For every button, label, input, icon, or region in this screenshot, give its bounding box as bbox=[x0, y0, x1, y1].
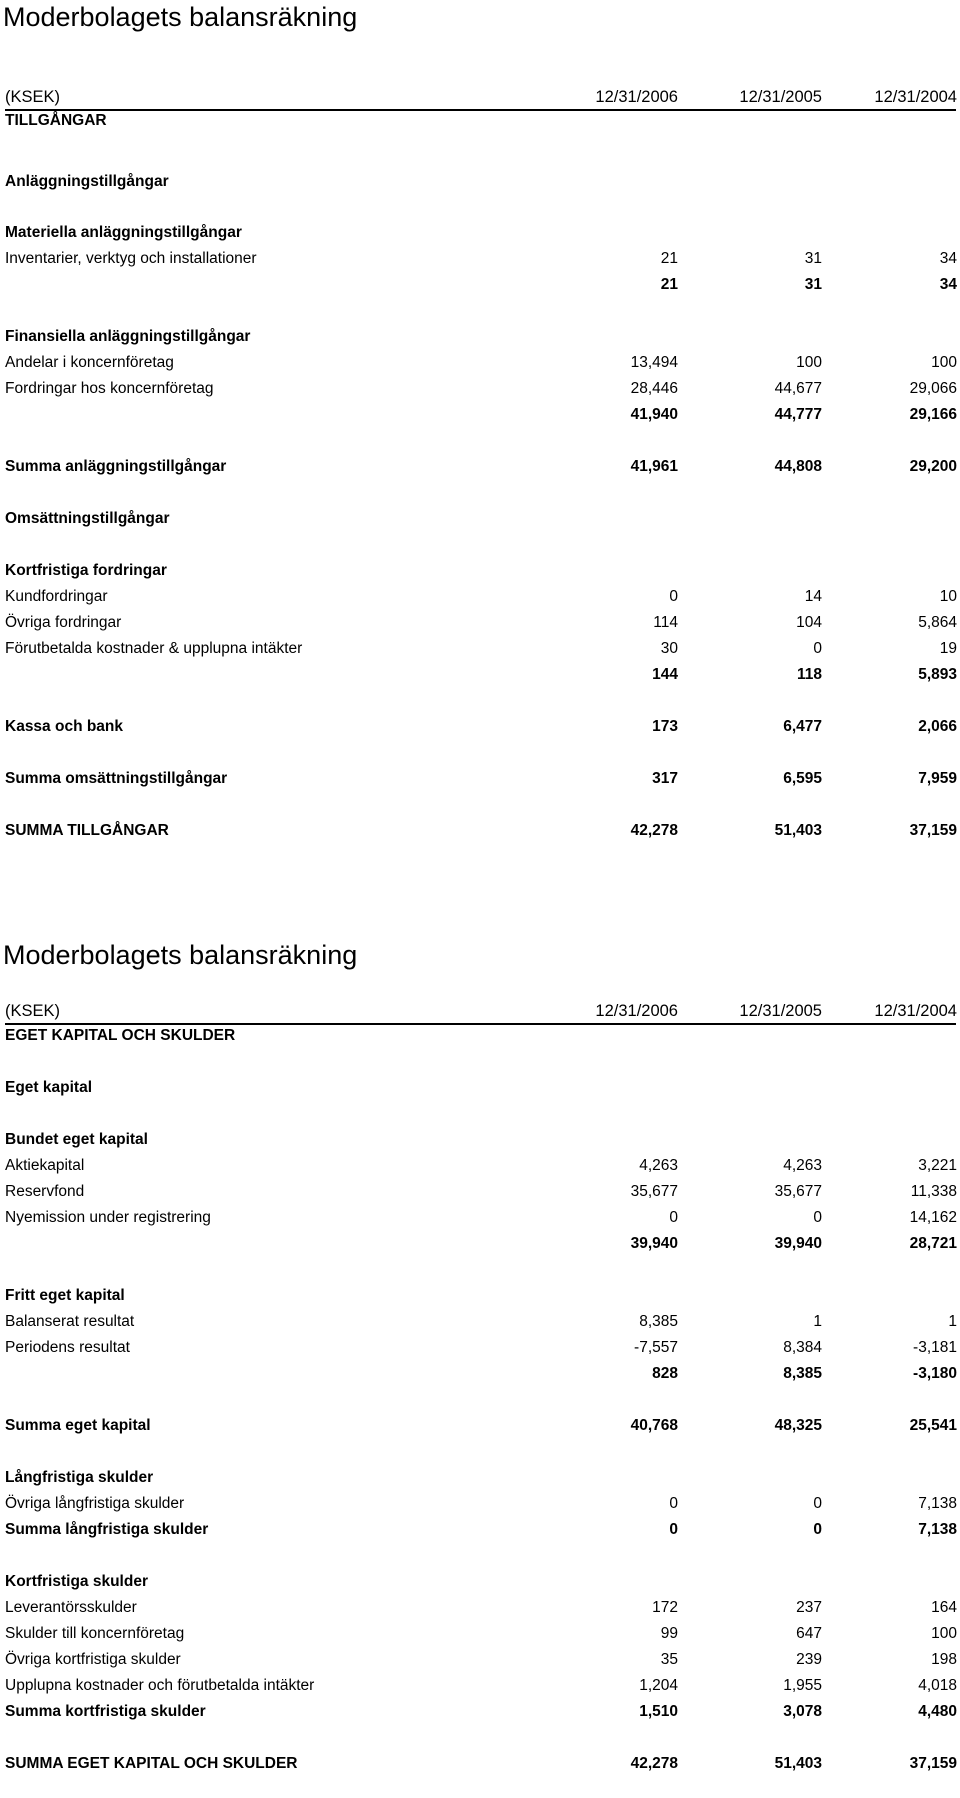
subtotal-row bbox=[5, 274, 956, 296]
line-item bbox=[5, 1753, 956, 1775]
value-2004: 37,159 bbox=[909, 1755, 957, 1772]
line-item bbox=[5, 110, 956, 132]
line-item bbox=[5, 1077, 956, 1099]
subtotal-row bbox=[5, 664, 956, 686]
line-item bbox=[5, 586, 956, 608]
value-2005: 6,477 bbox=[783, 718, 822, 735]
value-2005: 100 bbox=[796, 354, 822, 371]
value-2005: 39,940 bbox=[774, 1235, 822, 1252]
equity-title: Moderbolagets balansräkning bbox=[3, 940, 358, 970]
value-2004: 2,066 bbox=[918, 718, 957, 735]
column-2005: 12/31/2005 bbox=[739, 1002, 822, 1020]
value-2006: 8,385 bbox=[639, 1313, 678, 1330]
value-2004: -3,181 bbox=[913, 1339, 957, 1356]
value-2006: 42,278 bbox=[630, 822, 678, 839]
line-item bbox=[5, 1311, 956, 1333]
line-item bbox=[5, 638, 956, 660]
line-item-label: Bundet eget kapital bbox=[5, 1131, 148, 1148]
value-2004: 37,159 bbox=[909, 822, 957, 839]
line-item bbox=[5, 1129, 956, 1151]
value-2006: 828 bbox=[652, 1365, 678, 1382]
value-2004: 10 bbox=[939, 588, 957, 605]
line-item bbox=[5, 352, 956, 374]
line-item-label: Långfristiga skulder bbox=[5, 1469, 154, 1486]
line-item bbox=[5, 1493, 956, 1515]
value-2004: 7,959 bbox=[918, 770, 957, 787]
value-2005: 44,777 bbox=[774, 406, 822, 423]
line-item-label: Övriga kortfristiga skulder bbox=[5, 1651, 181, 1668]
value-2004: 34 bbox=[939, 250, 957, 267]
value-2005: 239 bbox=[796, 1651, 822, 1668]
line-item bbox=[5, 1025, 956, 1047]
value-2006: 1,204 bbox=[639, 1677, 678, 1694]
line-item-label: Fritt eget kapital bbox=[5, 1287, 125, 1304]
value-2004: 7,138 bbox=[918, 1521, 957, 1538]
line-item-label: Summa långfristiga skulder bbox=[5, 1521, 209, 1538]
line-item bbox=[5, 326, 956, 348]
line-item-label: Förutbetalda kostnader & upplupna intäkter bbox=[5, 640, 303, 657]
line-item bbox=[5, 222, 956, 244]
line-item-label: Materiella anläggningstillgångar bbox=[5, 224, 242, 241]
line-item bbox=[5, 612, 956, 634]
value-2005: 31 bbox=[804, 250, 822, 267]
line-item-label: Kundfordringar bbox=[5, 588, 108, 605]
line-item bbox=[5, 378, 956, 400]
value-2006: 317 bbox=[652, 770, 678, 787]
value-2005: 104 bbox=[796, 614, 822, 631]
value-2004: 164 bbox=[931, 1599, 957, 1616]
value-2005: 647 bbox=[796, 1625, 822, 1642]
assets-header-row bbox=[5, 86, 956, 111]
value-2006: 40,768 bbox=[630, 1417, 678, 1434]
value-2005: 0 bbox=[813, 1209, 822, 1226]
line-item bbox=[5, 768, 956, 790]
value-2004: 14,162 bbox=[909, 1209, 957, 1226]
value-2005: 51,403 bbox=[774, 1755, 822, 1772]
value-2004: 25,541 bbox=[909, 1417, 957, 1434]
value-2004: 100 bbox=[931, 1625, 957, 1642]
value-2006: 1,510 bbox=[639, 1703, 678, 1720]
unit-label: (KSEK) bbox=[5, 88, 61, 106]
value-2006: 0 bbox=[669, 1495, 678, 1512]
value-2006: 35,677 bbox=[630, 1183, 678, 1200]
subtotal-row bbox=[5, 1233, 956, 1255]
line-item bbox=[5, 1649, 956, 1671]
line-item bbox=[5, 456, 956, 478]
line-item bbox=[5, 1285, 956, 1307]
value-2004: 4,018 bbox=[918, 1677, 957, 1694]
column-2006: 12/31/2006 bbox=[595, 1002, 678, 1020]
line-item bbox=[5, 1597, 956, 1619]
line-item-label: Fordringar hos koncernföretag bbox=[5, 380, 214, 397]
value-2004: 34 bbox=[939, 276, 957, 293]
line-item-label: Balanserat resultat bbox=[5, 1313, 135, 1330]
line-item-label: Reservfond bbox=[5, 1183, 85, 1200]
value-2006: -7,557 bbox=[634, 1339, 678, 1356]
value-2004: 4,480 bbox=[918, 1703, 957, 1720]
line-item-label: Skulder till koncernföretag bbox=[5, 1625, 185, 1642]
line-item bbox=[5, 1675, 956, 1697]
value-2004: -3,180 bbox=[913, 1365, 957, 1382]
line-item-label: Summa omsättningstillgångar bbox=[5, 770, 228, 787]
line-item bbox=[5, 248, 956, 270]
value-2005: 31 bbox=[804, 276, 822, 293]
line-item-label: Finansiella anläggningstillgångar bbox=[5, 328, 251, 345]
line-item bbox=[5, 1701, 956, 1723]
value-2004: 198 bbox=[931, 1651, 957, 1668]
value-2005: 1 bbox=[813, 1313, 822, 1330]
value-2004: 29,166 bbox=[909, 406, 957, 423]
value-2006: 41,961 bbox=[630, 458, 678, 475]
value-2005: 237 bbox=[796, 1599, 822, 1616]
value-2006: 39,940 bbox=[630, 1235, 678, 1252]
line-item-label: TILLGÅNGAR bbox=[5, 112, 107, 129]
line-item-label: Övriga långfristiga skulder bbox=[5, 1495, 185, 1512]
line-item bbox=[5, 1571, 956, 1593]
value-2004: 28,721 bbox=[909, 1235, 957, 1252]
value-2004: 100 bbox=[931, 354, 957, 371]
value-2004: 29,066 bbox=[909, 380, 957, 397]
line-item-label: Andelar i koncernföretag bbox=[5, 354, 174, 371]
value-2005: 51,403 bbox=[774, 822, 822, 839]
value-2006: 0 bbox=[669, 1521, 678, 1538]
value-2006: 114 bbox=[653, 614, 678, 631]
line-item bbox=[5, 716, 956, 738]
value-2005: 0 bbox=[813, 1521, 822, 1538]
equity-header-row bbox=[5, 1000, 956, 1025]
value-2006: 21 bbox=[660, 250, 678, 267]
line-item bbox=[5, 1337, 956, 1359]
line-item-label: Aktiekapital bbox=[5, 1157, 85, 1174]
column-2004: 12/31/2004 bbox=[874, 88, 957, 106]
value-2005: 14 bbox=[804, 588, 822, 605]
value-2004: 1 bbox=[948, 1313, 957, 1330]
value-2004: 7,138 bbox=[918, 1495, 957, 1512]
value-2005: 44,808 bbox=[774, 458, 822, 475]
value-2006: 0 bbox=[669, 588, 678, 605]
line-item-label: Anläggningstillgångar bbox=[5, 173, 169, 190]
line-item bbox=[5, 1519, 956, 1541]
line-item bbox=[5, 1467, 956, 1489]
value-2006: 99 bbox=[660, 1625, 678, 1642]
value-2004: 19 bbox=[939, 640, 957, 657]
value-2005: 35,677 bbox=[774, 1183, 822, 1200]
value-2004: 11,338 bbox=[910, 1183, 957, 1200]
line-item bbox=[5, 1415, 956, 1437]
value-2006: 0 bbox=[669, 1209, 678, 1226]
line-item-label: Eget kapital bbox=[5, 1079, 92, 1096]
value-2006: 173 bbox=[652, 718, 678, 735]
line-item-label: Nyemission under registrering bbox=[5, 1209, 211, 1226]
value-2006: 30 bbox=[660, 640, 678, 657]
line-item-label: EGET KAPITAL OCH SKULDER bbox=[5, 1027, 236, 1044]
line-item bbox=[5, 1155, 956, 1177]
line-item bbox=[5, 1207, 956, 1229]
value-2005: 1,955 bbox=[783, 1677, 822, 1694]
value-2005: 0 bbox=[813, 640, 822, 657]
line-item-label: Omsättningstillgångar bbox=[5, 510, 170, 527]
value-2006: 144 bbox=[652, 666, 678, 683]
line-item bbox=[5, 820, 956, 842]
line-item bbox=[5, 1623, 956, 1645]
line-item bbox=[5, 508, 956, 530]
value-2006: 21 bbox=[660, 276, 678, 293]
line-item bbox=[5, 560, 956, 582]
line-item-label: Summa anläggningstillgångar bbox=[5, 458, 227, 475]
line-item bbox=[5, 171, 956, 193]
value-2005: 0 bbox=[813, 1495, 822, 1512]
line-item-label: Kortfristiga fordringar bbox=[5, 562, 167, 579]
subtotal-row bbox=[5, 1363, 956, 1385]
line-item-label: Upplupna kostnader och förutbetalda intäkter bbox=[5, 1677, 315, 1694]
value-2005: 6,595 bbox=[783, 770, 822, 787]
value-2005: 4,263 bbox=[783, 1157, 822, 1174]
column-2004: 12/31/2004 bbox=[874, 1002, 957, 1020]
value-2004: 5,893 bbox=[918, 666, 957, 683]
value-2005: 8,384 bbox=[783, 1339, 822, 1356]
value-2005: 8,385 bbox=[783, 1365, 822, 1382]
line-item-label: SUMMA TILLGÅNGAR bbox=[5, 822, 169, 839]
value-2006: 4,263 bbox=[639, 1157, 678, 1174]
value-2006: 35 bbox=[660, 1651, 678, 1668]
value-2005: 3,078 bbox=[783, 1703, 822, 1720]
value-2006: 13,494 bbox=[630, 354, 678, 371]
line-item-label: Periodens resultat bbox=[5, 1339, 130, 1356]
value-2004: 5,864 bbox=[918, 614, 957, 631]
value-2006: 28,446 bbox=[630, 380, 678, 397]
value-2005: 118 bbox=[796, 666, 822, 683]
line-item-label: Leverantörsskulder bbox=[5, 1599, 137, 1616]
line-item-label: Kortfristiga skulder bbox=[5, 1573, 148, 1590]
line-item-label: Summa eget kapital bbox=[5, 1417, 151, 1434]
value-2004: 3,221 bbox=[918, 1157, 957, 1174]
value-2006: 42,278 bbox=[630, 1755, 678, 1772]
line-item-label: Kassa och bank bbox=[5, 718, 124, 735]
value-2005: 48,325 bbox=[774, 1417, 822, 1434]
column-2005: 12/31/2005 bbox=[739, 88, 822, 106]
value-2005: 44,677 bbox=[774, 380, 822, 397]
line-item-label: SUMMA EGET KAPITAL OCH SKULDER bbox=[5, 1755, 298, 1772]
line-item bbox=[5, 1181, 956, 1203]
value-2006: 172 bbox=[652, 1599, 678, 1616]
line-item-label: Inventarier, verktyg och installationer bbox=[5, 250, 257, 267]
line-item-label: Övriga fordringar bbox=[5, 614, 122, 631]
line-item-label: Summa kortfristiga skulder bbox=[5, 1703, 206, 1720]
value-2006: 41,940 bbox=[630, 406, 678, 423]
column-2006: 12/31/2006 bbox=[595, 88, 678, 106]
assets-title: Moderbolagets balansräkning bbox=[3, 2, 358, 32]
value-2004: 29,200 bbox=[909, 458, 957, 475]
subtotal-row bbox=[5, 404, 956, 426]
unit-label: (KSEK) bbox=[5, 1002, 61, 1020]
